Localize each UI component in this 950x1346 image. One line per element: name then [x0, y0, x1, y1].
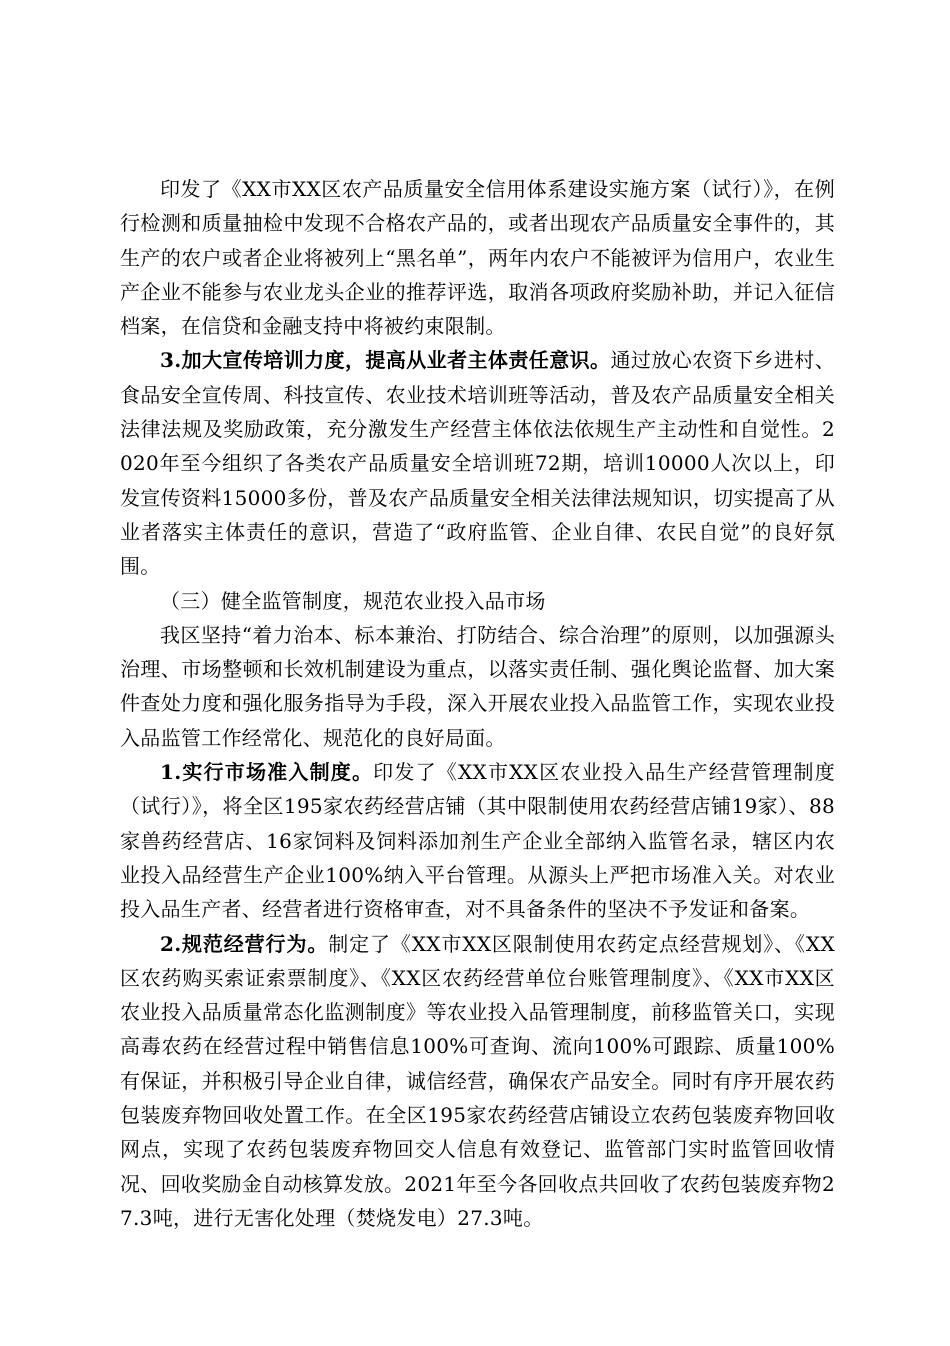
section-heading-supervision: [120, 584, 835, 618]
paragraph-text: 制定了《XX市XX区限制使用农药定点经营规划》、《XX区农药购买索证索票制度》、《XX区农药经营单位台账管理制度》、《XX市XX区农业投入品质量常态化监测制度》等农业投入品管理制度，前移监管关口，实现高毒农药在经营过程中销售信息100%可查询、流向100%可跟踪、质量100%有保证，并积极引导企业自律，诚信经营，确保农产品安全。同时有序开展农药包装废弃物回收处置工作。在全区195家农药经营店铺设立农药包装废弃物回收网点，实现了农药包装废弃物回交人信息有效登记、监管部门实时监管回收情况、回收奖励金自动核算发放。2021年至今各回收点共回收了农药包装废弃物27.3吨，进行无害化处理（焚烧发电）27.3吨。: [120, 931, 835, 1230]
paragraph-heading: 3.加大宣传培训力度，提高从业者主体责任意识。: [160, 348, 611, 373]
paragraph-credit-system: [120, 172, 835, 343]
document-body: [120, 172, 835, 1235]
section-heading-text: （三）健全监管制度，规范农业投入品市场: [160, 588, 546, 613]
paragraph-heading: 1.实行市场准入制度。: [160, 760, 374, 785]
paragraph-publicity-training: [120, 343, 835, 583]
paragraph-text: 我区坚持“着力治本、标本兼治、打防结合、综合治理”的原则，以加强源头治理、市场整顿和长效机制建设为重点，以落实责任制、强化舆论监督、加大案件查处力度和强化服务指导为手段，深入开展农业投入品监管工作，实现农业投入品监管工作经常化、规范化的良好局面。: [120, 622, 835, 750]
paragraph-market-access: [120, 755, 835, 926]
paragraph-text: 印发了《XX市XX区农产品质量安全信用体系建设实施方案（试行）》，在例行检测和质量抽检中发现不合格农产品的，或者出现农产品质量安全事件的，其生产的农户或者企业将被列上“黑名单”，两年内农户不能被评为信用户，农业生产企业不能参与农业龙头企业的推荐评选，取消各项政府奖励补助，并记入征信档案，在信贷和金融支持中将被约束限制。: [120, 177, 835, 339]
paragraph-heading: 2.规范经营行为。: [160, 931, 329, 956]
paragraph-text: 通过放心农资下乡进村、食品安全宣传周、科技宣传、农业技术培训班等活动，普及农产品质量安全相关法律法规及奖励政策，充分激发生产经营主体依法依规生产主动性和自觉性。2020年至今组织了各类农产品质量安全培训班72期，培训10000人次以上，印发宣传资料15000多份，普及农产品质量安全相关法律法规知识，切实提高了从业者落实主体责任的意识，营造了“政府监管、企业自律、农民自觉”的良好氛围。: [120, 348, 835, 579]
paragraph-principles: [120, 618, 835, 755]
paragraph-business-conduct: [120, 927, 835, 1236]
paragraph-text: 印发了《XX市XX区农业投入品生产经营管理制度（试行）》，将全区195家农药经营店铺（其中限制使用农药经营店铺19家）、88家兽药经营店、16家饲料及饲料添加剂生产企业全部纳入监管名录，辖区内农业投入品经营生产企业100%纳入平台管理。从源头上严把市场准入关。对农业投入品生产者、经营者进行资格审查，对不具备条件的坚决不予发证和备案。: [120, 760, 835, 922]
